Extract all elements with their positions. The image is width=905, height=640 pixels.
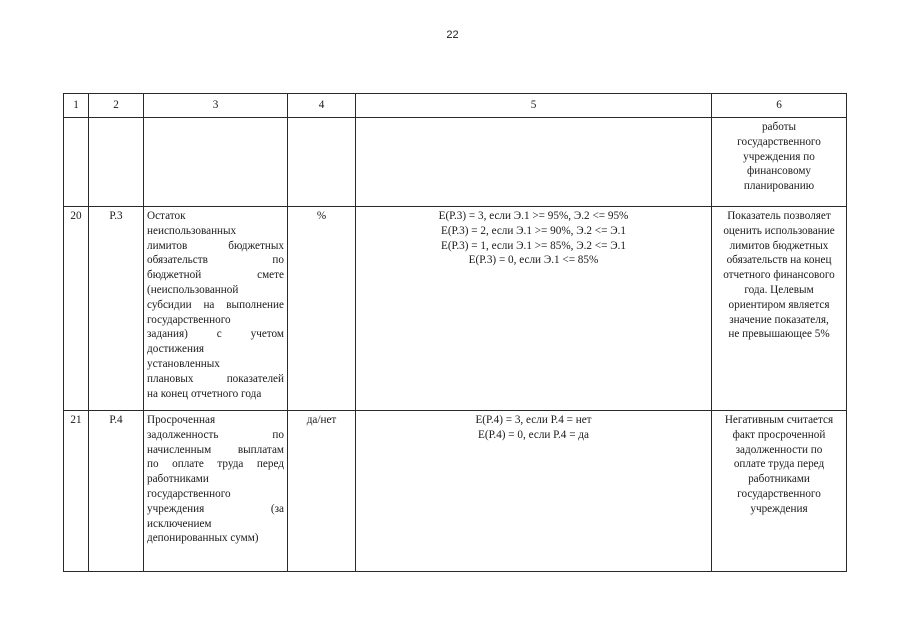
note-line: факт просроченной: [732, 428, 826, 441]
name-line: исключением: [147, 517, 212, 530]
note-line: отчетного финансового: [723, 269, 835, 282]
header-row: [64, 94, 847, 118]
indicator-table: [63, 93, 847, 572]
note-cell: [712, 411, 847, 572]
note-line: Показатель позволяет: [727, 210, 831, 222]
formula-cell: [356, 207, 712, 411]
name-line: на конец отчетного года: [147, 387, 262, 400]
header-col-1: 1: [64, 94, 89, 118]
cell-empty: [288, 118, 356, 207]
name-line: лимитов бюджетных: [147, 239, 284, 252]
note-line: учреждения по: [743, 150, 815, 163]
name-line: субсидии на выполнение: [147, 298, 284, 311]
formula-line: Е(Р.3) = 1, если Э.1 >= 85%, Э.2 <= Э.1: [440, 239, 627, 252]
indicator-name: [144, 411, 288, 572]
name-line: государственного: [147, 487, 231, 500]
name-line: плановых показателей: [147, 372, 284, 385]
name-line: учреждения (за: [147, 502, 284, 515]
name-line: (неиспользованной: [147, 283, 239, 296]
formula-line: Е(Р.3) = 2, если Э.1 >= 90%, Э.2 <= Э.1: [440, 224, 627, 237]
page-number: 22: [446, 29, 459, 41]
indicator-code: Р.4: [89, 411, 144, 572]
unit-cell: %: [288, 207, 356, 411]
indicator-name: [144, 207, 288, 411]
header-col-5: 5: [356, 94, 712, 118]
name-line: задолженность по: [147, 428, 284, 441]
note-line: лимитов бюджетных: [729, 239, 829, 252]
cell-empty: [356, 118, 712, 207]
note-line: государственного: [737, 487, 821, 500]
note-line: обязательств на конец: [726, 254, 832, 267]
header-col-4: 4: [288, 94, 356, 118]
formula-line: Е(Р.3) = 3, если Э.1 >= 95%, Э.2 <= 95%: [438, 210, 629, 222]
name-line: установленных: [147, 357, 220, 370]
name-line: государственного: [147, 313, 231, 326]
row-number: 20: [64, 207, 89, 411]
note-line: задолженности по: [735, 443, 823, 456]
note-line: финансовому: [747, 165, 811, 178]
name-line: неиспользованных: [147, 224, 237, 237]
unit-cell: да/нет: [288, 411, 356, 572]
cell-empty: [144, 118, 288, 207]
header-col-2: 2: [89, 94, 144, 118]
formula-cell: [356, 411, 712, 572]
table-row: [64, 207, 847, 411]
name-line: Просроченная: [147, 414, 216, 426]
name-line: начисленным выплатам: [147, 443, 284, 456]
note-line: года. Целевым: [744, 283, 814, 296]
formula-line: Е(Р.4) = 0, если Р.4 = да: [478, 428, 589, 441]
continuation-row: [64, 118, 847, 207]
note-line: оплате труда перед: [733, 458, 825, 471]
header-col-3: 3: [144, 94, 288, 118]
note-line: Негативным считается: [724, 414, 834, 426]
name-line: достижения: [147, 343, 205, 356]
note-cell: [712, 207, 847, 411]
note-line: работниками: [748, 473, 810, 486]
formula-line: Е(Р.4) = 3, если Р.4 = нет: [475, 414, 592, 426]
note-cell: [712, 118, 847, 207]
note-line: работы: [761, 121, 797, 133]
note-line: не превышающее 5%: [728, 328, 830, 341]
name-line: Остаток: [147, 210, 186, 222]
cell-empty: [89, 118, 144, 207]
table-row: [64, 411, 847, 572]
header-col-6: 6: [712, 94, 847, 118]
note-line: ориентиром является: [728, 298, 830, 311]
name-line: депонированных сумм): [147, 532, 259, 545]
note-line: оценить использование: [723, 224, 835, 237]
name-line: обязательств по: [147, 254, 284, 267]
note-line: планированию: [743, 180, 815, 193]
note-line: значение показателя,: [729, 313, 829, 326]
formula-line: Е(Р.3) = 0, если Э.1 <= 85%: [468, 254, 599, 267]
name-line: бюджетной смете: [147, 269, 284, 282]
indicator-code: Р.3: [89, 207, 144, 411]
note-line: учреждения: [750, 502, 808, 515]
row-number: 21: [64, 411, 89, 572]
name-line: по оплате труда перед: [147, 458, 284, 471]
cell-empty: [64, 118, 89, 207]
note-line: государственного: [737, 135, 821, 148]
name-line: работниками: [147, 473, 209, 486]
name-line: задания) с учетом: [147, 328, 284, 341]
